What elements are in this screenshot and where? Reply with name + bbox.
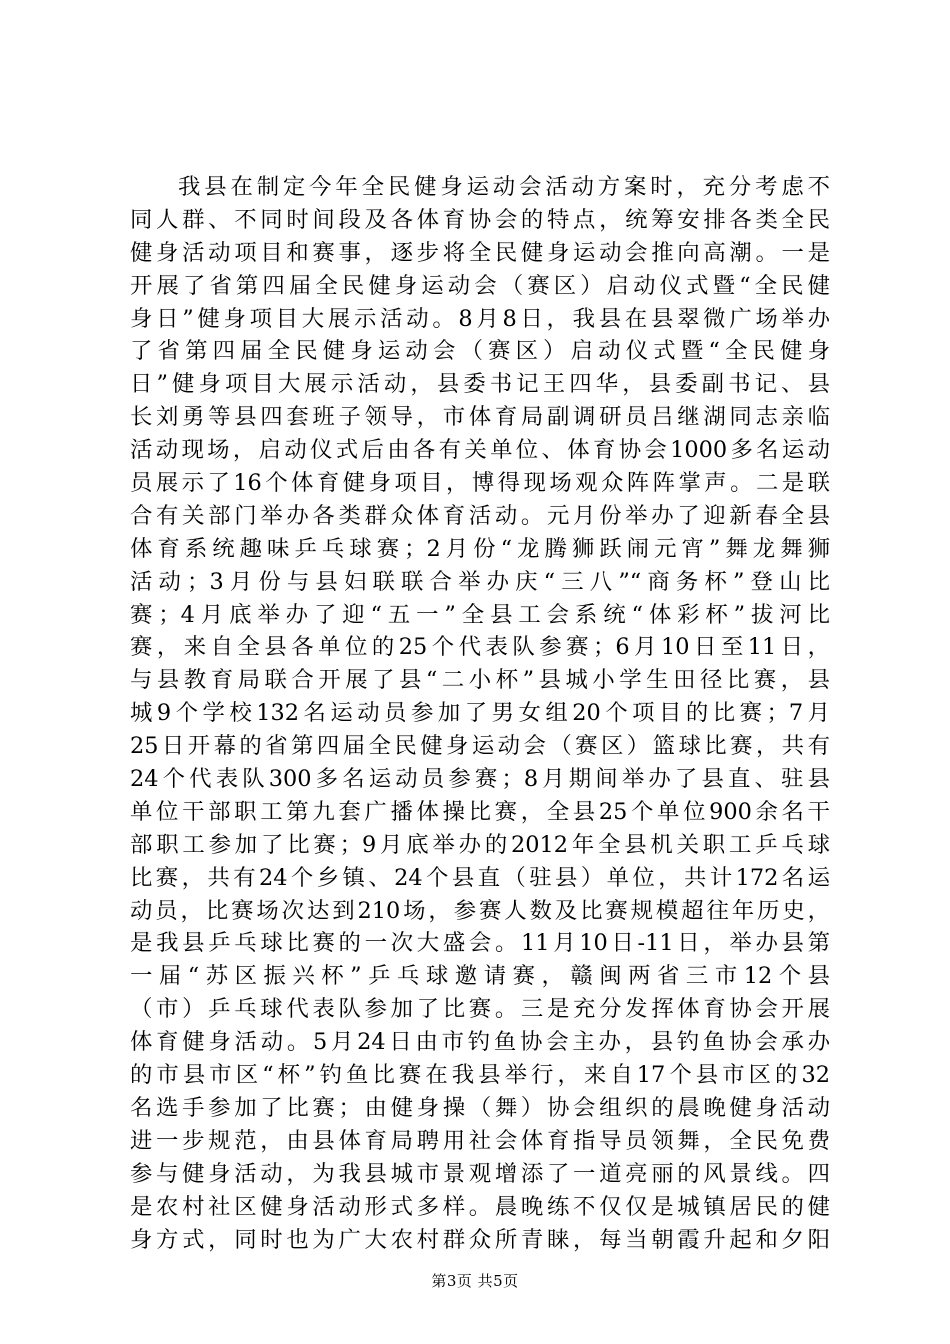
text-line: 是农村社区健身活动形式多样。晨晚练不仅仅是城镇居民的健 [130,1193,830,1220]
text-line: 同人群、不同时间段及各体育协会的特点，统筹安排各类全民 [130,206,830,233]
text-line: 单位干部职工第九套广播体操比赛，全县25个单位900余名干 [130,798,830,825]
text-line: 参与健身活动，为我县城市景观增添了一道亮丽的风景线。四 [130,1160,830,1187]
page-footer [0,1271,950,1291]
body-paragraph [130,171,830,1256]
text-line: 长刘勇等县四套班子领导，市体育局副调研员吕继湖同志亲临 [130,404,830,431]
text-line: 了省第四届全民健身运动会（赛区）启动仪式暨“全民健身 [130,338,830,365]
text-line: 开展了省第四届全民健身运动会（赛区）启动仪式暨“全民健 [130,272,830,299]
text-line: 员展示了16个体育健身项目，博得现场观众阵阵掌声。二是联 [130,470,830,497]
text-line: 动员，比赛场次达到210场，参赛人数及比赛规模超往年历史， [130,897,830,924]
text-line: 身方式，同时也为广大农村群众所青睐，每当朝霞升起和夕阳 [130,1226,830,1253]
text-line: 身日”健身项目大展示活动。8月8日，我县在县翠微广场举办 [130,305,830,332]
text-line: 一届“苏区振兴杯”乒乓球邀请赛，赣闽两省三市12个县 [130,963,830,990]
text-line: 赛，来自全县各单位的25个代表队参赛；6月10日至11日， [130,634,830,661]
text-line: 我县在制定今年全民健身运动会活动方案时，充分考虑不 [178,174,830,200]
text-line: 日”健身项目大展示活动，县委书记王四华，县委副书记、县 [130,371,830,398]
text-line: 24个代表队300多名运动员参赛；8月期间举办了县直、驻县 [130,766,830,793]
page-number: 第3页 共5页 [431,1272,519,1290]
text-line: 与县教育局联合开展了县“二小杯”县城小学生田径比赛，县 [130,667,830,694]
text-line: （市）乒乓球代表队参加了比赛。三是充分发挥体育协会开展 [130,996,830,1023]
text-line: 活动现场，启动仪式后由各有关单位、体育协会1000多名运动 [130,437,830,464]
text-line: 活动；3月份与县妇联联合举办庆“三八”“商务杯”登山比 [130,568,830,595]
text-line: 是我县乒乓球比赛的一次大盛会。11月10日-11日，举办县第 [130,930,830,957]
text-line: 健身活动项目和赛事，逐步将全民健身运动会推向高潮。一是 [130,239,830,266]
text-line: 的市县市区“杯”钓鱼比赛在我县举行，来自17个县市区的32 [130,1062,830,1089]
text-line: 25日开幕的省第四届全民健身运动会（赛区）篮球比赛，共有 [130,733,830,760]
text-line: 进一步规范，由县体育局聘用社会体育指导员领舞，全民免费 [130,1127,830,1154]
text-line: 体育系统趣味乒乓球赛；2月份“龙腾狮跃闹元宵”舞龙舞狮 [130,535,830,562]
text-line: 部职工参加了比赛；9月底举办的2012年全县机关职工乒乓球 [130,831,830,858]
text-line: 比赛，共有24个乡镇、24个县直（驻县）单位，共计172名运 [130,864,830,891]
text-line: 名选手参加了比赛；由健身操（舞）协会组织的晨晚健身活动 [130,1094,830,1121]
text-line: 城9个学校132名运动员参加了男女组20个项目的比赛；7月 [130,700,830,727]
text-line: 合有关部门举办各类群众体育活动。元月份举办了迎新春全县 [130,502,830,529]
text-line: 体育健身活动。5月24日由市钓鱼协会主办，县钓鱼协会承办 [130,1029,830,1056]
text-line: 赛；4月底举办了迎“五一”全县工会系统“体彩杯”拔河比 [130,601,830,628]
